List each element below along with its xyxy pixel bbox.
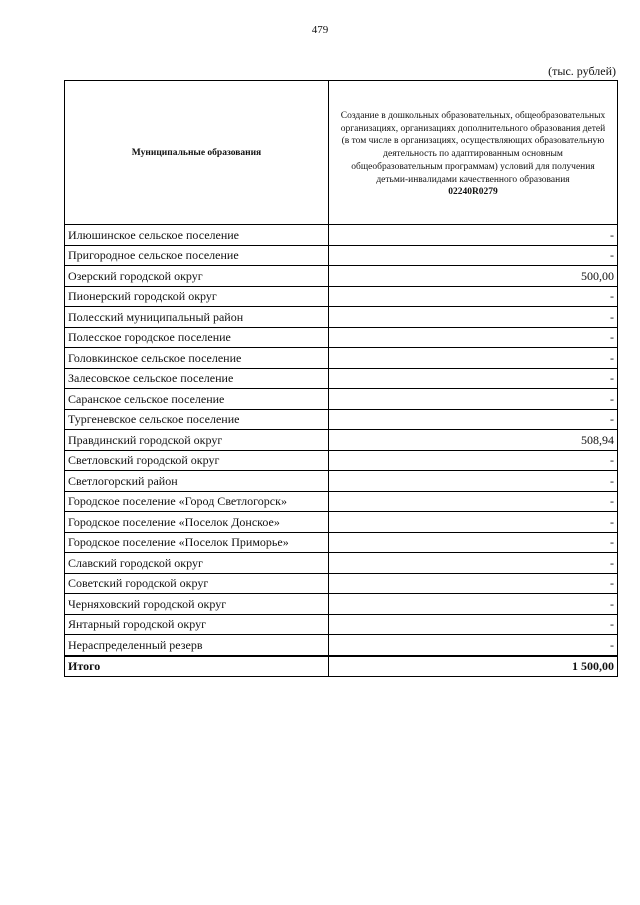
header-code: 02240R0279 bbox=[448, 187, 498, 198]
municipality-name: Черняховский городской округ bbox=[65, 594, 329, 615]
amount-value: - bbox=[329, 614, 618, 635]
table-row bbox=[65, 512, 618, 533]
municipality-name: Тургеневское сельское поселение bbox=[65, 409, 329, 430]
table-row bbox=[65, 348, 618, 369]
table-row bbox=[65, 368, 618, 389]
table-row bbox=[65, 471, 618, 492]
header-municipalities: Муниципальные образования bbox=[65, 81, 329, 225]
municipality-name: Пригородное сельское поселение bbox=[65, 245, 329, 266]
amount-value: - bbox=[329, 389, 618, 410]
amount-value: - bbox=[329, 286, 618, 307]
table-row bbox=[65, 430, 618, 451]
total-value: 1 500,00 bbox=[329, 656, 618, 677]
amount-value: - bbox=[329, 327, 618, 348]
municipality-name: Славский городской округ bbox=[65, 553, 329, 574]
amount-value: - bbox=[329, 409, 618, 430]
amount-value: - bbox=[329, 635, 618, 656]
amount-value: - bbox=[329, 225, 618, 246]
municipality-name: Светлогорский район bbox=[65, 471, 329, 492]
table-row bbox=[65, 389, 618, 410]
municipality-name: Илюшинское сельское поселение bbox=[65, 225, 329, 246]
municipality-name: Советский городской округ bbox=[65, 573, 329, 594]
municipality-name: Саранское сельское поселение bbox=[65, 389, 329, 410]
page-number: 479 bbox=[311, 24, 329, 36]
amount-value: - bbox=[329, 491, 618, 512]
header-purpose bbox=[329, 81, 618, 225]
amount-value: - bbox=[329, 512, 618, 533]
table-row bbox=[65, 266, 618, 287]
total-label: Итого bbox=[65, 656, 329, 677]
table-row bbox=[65, 245, 618, 266]
budget-table bbox=[64, 80, 618, 677]
amount-value: - bbox=[329, 471, 618, 492]
table-row bbox=[65, 614, 618, 635]
municipality-name: Городское поселение «Город Светлогорск» bbox=[65, 491, 329, 512]
total-row bbox=[65, 656, 618, 677]
municipality-name: Правдинский городской округ bbox=[65, 430, 329, 451]
amount-value: - bbox=[329, 245, 618, 266]
table-row bbox=[65, 225, 618, 246]
municipality-name: Городское поселение «Поселок Донское» bbox=[65, 512, 329, 533]
municipality-name: Полесское городское поселение bbox=[65, 327, 329, 348]
table-row bbox=[65, 409, 618, 430]
municipality-name: Светловский городской округ bbox=[65, 450, 329, 471]
municipality-name: Озерский городской округ bbox=[65, 266, 329, 287]
table-header-row bbox=[65, 81, 618, 225]
amount-value: - bbox=[329, 450, 618, 471]
table-row bbox=[65, 635, 618, 656]
table-row bbox=[65, 532, 618, 553]
table-row bbox=[65, 594, 618, 615]
table-row bbox=[65, 553, 618, 574]
table-row bbox=[65, 450, 618, 471]
table-row bbox=[65, 307, 618, 328]
amount-value: - bbox=[329, 594, 618, 615]
amount-value: - bbox=[329, 307, 618, 328]
amount-value: 508,94 bbox=[329, 430, 618, 451]
header-purpose-text: Создание в дошкольных образовательных, общеобразовательных организациях, организациях дополнительного образования детей (в том числе в организациях, осуществляющих образовательную деятельность по адаптированным основным общеобразовательным программам) условий для получения детьми-инвалидами качественного образования bbox=[340, 110, 606, 185]
table-row bbox=[65, 327, 618, 348]
amount-value: 500,00 bbox=[329, 266, 618, 287]
amount-value: - bbox=[329, 348, 618, 369]
municipality-name: Городское поселение «Поселок Приморье» bbox=[65, 532, 329, 553]
table-row bbox=[65, 286, 618, 307]
municipality-name: Залесовское сельское поселение bbox=[65, 368, 329, 389]
amount-value: - bbox=[329, 553, 618, 574]
table-body bbox=[65, 225, 618, 677]
municipality-name: Полесский муниципальный район bbox=[65, 307, 329, 328]
municipality-name: Нераспределенный резерв bbox=[65, 635, 329, 656]
municipality-name: Головкинское сельское поселение bbox=[65, 348, 329, 369]
table-row bbox=[65, 491, 618, 512]
municipality-name: Янтарный городской округ bbox=[65, 614, 329, 635]
table-row bbox=[65, 573, 618, 594]
municipality-name: Пионерский городской округ bbox=[65, 286, 329, 307]
amount-value: - bbox=[329, 368, 618, 389]
amount-value: - bbox=[329, 573, 618, 594]
amount-value: - bbox=[329, 532, 618, 553]
units-label: (тыс. рублей) bbox=[548, 64, 616, 78]
